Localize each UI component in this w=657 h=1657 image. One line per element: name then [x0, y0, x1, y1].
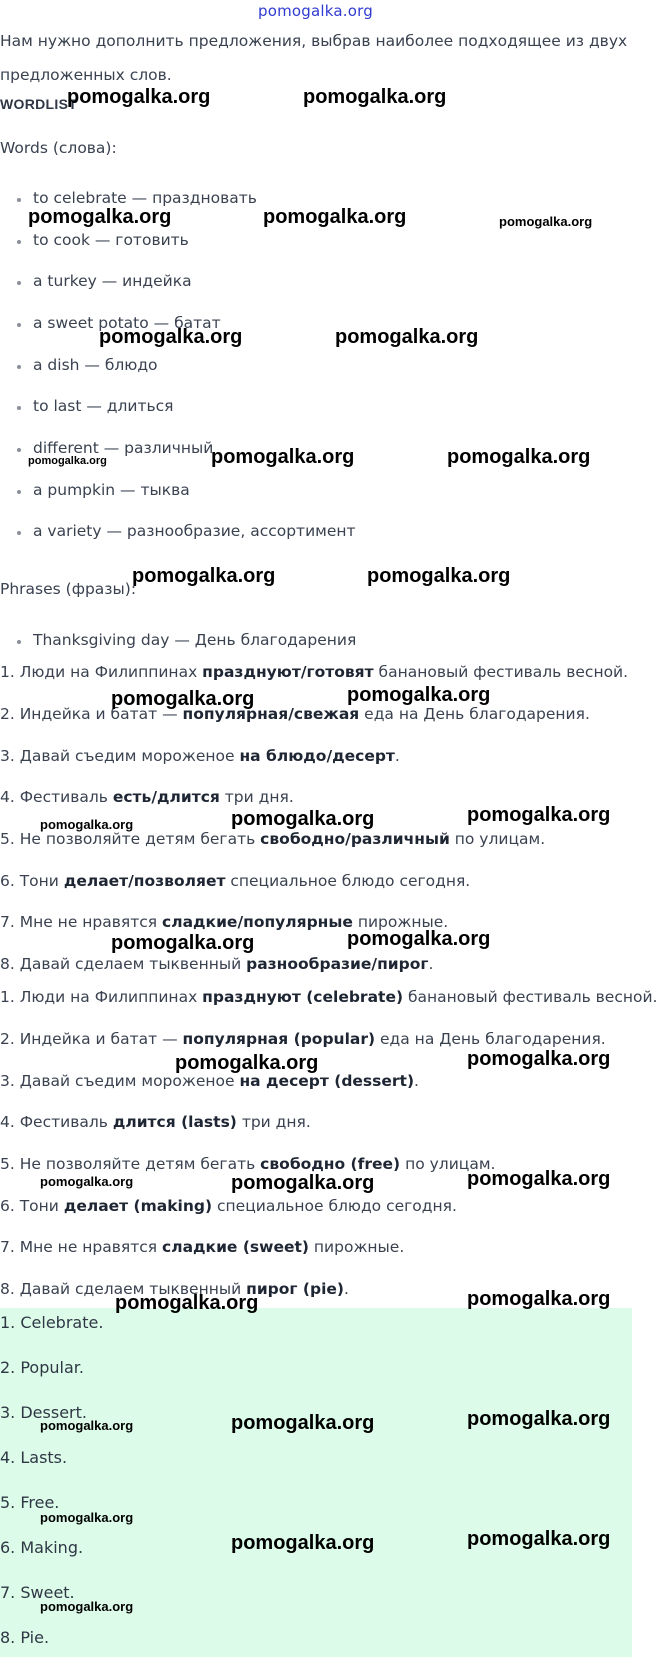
watermark: pomogalka.org: [40, 817, 134, 832]
watermark: pomogalka.org: [40, 1599, 134, 1614]
intro-line-1: Нам нужно дополнить предложения, выбрав наиболее подходящее из двух: [0, 32, 628, 50]
watermark: pomogalka.org: [67, 86, 211, 108]
watermark: pomogalka.org: [40, 1418, 134, 1433]
words-label: Words (слова):: [0, 139, 117, 157]
solved-sentence: 6. Тони делает (making) специальное блюдо сегодня.: [0, 1197, 457, 1215]
list-item: a dish — блюдо: [33, 356, 158, 374]
bullet-icon: [17, 198, 21, 202]
watermark: pomogalka.org: [467, 1288, 611, 1310]
answer-item: 3. Dessert.: [0, 1403, 87, 1422]
list-item: a sweet potato — батат: [33, 314, 221, 332]
answer-item: 2. Popular.: [0, 1358, 84, 1377]
task-sentence: 3. Давай съедим мороженое на блюдо/десерт.: [0, 747, 400, 765]
watermark: pomogalka.org: [231, 808, 375, 830]
solved-sentence: 3. Давай съедим мороженое на десерт (dessert).: [0, 1072, 419, 1090]
task-sentence: 6. Тони делает/позволяет специальное блюдо сегодня.: [0, 872, 471, 890]
watermark: pomogalka.org: [467, 804, 611, 826]
watermark: pomogalka.org: [132, 565, 276, 587]
watermark: pomogalka.org: [40, 1174, 134, 1189]
watermark: pomogalka.org: [499, 214, 593, 229]
answer-item: 6. Making.: [0, 1538, 84, 1557]
answer-item: 1. Celebrate.: [0, 1313, 104, 1332]
watermark: pomogalka.org: [467, 1528, 611, 1550]
list-item: a variety — разнообразие, ассортимент: [33, 522, 356, 540]
bullet-icon: [17, 323, 21, 327]
solved-sentence: 7. Мне не нравятся сладкие (sweet) пирожные.: [0, 1238, 405, 1256]
task-sentence: 1. Люди на Филиппинах празднуют/готовят банановый фестиваль весной.: [0, 663, 629, 681]
list-item: a turkey — индейка: [33, 272, 192, 290]
answer-item: 5. Free.: [0, 1493, 60, 1512]
list-item: different — различный: [33, 439, 214, 457]
list-item: to last — длиться: [33, 397, 174, 415]
answer-item: 4. Lasts.: [0, 1448, 68, 1467]
watermark: pomogalka.org: [211, 446, 355, 468]
bullet-icon: [17, 531, 21, 535]
bullet-icon: [17, 406, 21, 410]
watermark: pomogalka.org: [99, 326, 243, 348]
watermark: pomogalka.org: [303, 86, 447, 108]
watermark: pomogalka.org: [28, 455, 107, 467]
watermark: pomogalka.org: [347, 684, 491, 706]
solved-sentence: 5. Не позволяйте детям бегать свободно (free) по улицам.: [0, 1155, 496, 1173]
bullet-icon: [17, 640, 21, 644]
watermark: pomogalka.org: [231, 1412, 375, 1434]
task-sentence: 2. Индейка и батат — популярная/свежая еда на День благодарения.: [0, 705, 590, 723]
task-sentence: 4. Фестиваль есть/длится три дня.: [0, 788, 294, 806]
bullet-icon: [17, 240, 21, 244]
intro-line-2: предложенных слов.: [0, 66, 172, 84]
bullet-icon: [17, 281, 21, 285]
watermark: pomogalka.org: [28, 206, 172, 228]
site-logo[interactable]: pomogalka.org: [258, 2, 373, 20]
watermark: pomogalka.org: [467, 1408, 611, 1430]
phrases-label: Phrases (фразы):: [0, 580, 137, 598]
watermark: pomogalka.org: [111, 688, 255, 710]
task-sentence: 5. Не позволяйте детям бегать свободно/различный по улицам.: [0, 830, 546, 848]
list-item: to cook — готовить: [33, 231, 189, 249]
answer-item: 7. Sweet.: [0, 1583, 75, 1602]
phrase-item: Thanksgiving day — День благодарения: [33, 631, 357, 649]
watermark: pomogalka.org: [467, 1048, 611, 1070]
bullet-icon: [17, 448, 21, 452]
solved-sentence: 1. Люди на Филиппинах празднуют (celebrate) банановый фестиваль весной.: [0, 988, 657, 1006]
wordlist-title: WORDLIST: [0, 96, 78, 112]
watermark: pomogalka.org: [115, 1292, 259, 1314]
solved-sentence: 8. Давай сделаем тыквенный пирог (pie).: [0, 1280, 349, 1298]
task-sentence: 7. Мне не нравятся сладкие/популярные пирожные.: [0, 913, 449, 931]
task-sentence: 8. Давай сделаем тыквенный разнообразие/пирог.: [0, 955, 434, 973]
watermark: pomogalka.org: [231, 1172, 375, 1194]
watermark: pomogalka.org: [40, 1510, 134, 1525]
watermark: pomogalka.org: [335, 326, 479, 348]
list-item: a pumpkin — тыква: [33, 481, 190, 499]
watermark: pomogalka.org: [467, 1168, 611, 1190]
watermark: pomogalka.org: [111, 932, 255, 954]
watermark: pomogalka.org: [175, 1052, 319, 1074]
watermark: pomogalka.org: [447, 446, 591, 468]
watermark: pomogalka.org: [231, 1532, 375, 1554]
answer-item: 8. Pie.: [0, 1628, 50, 1647]
solved-sentence: 2. Индейка и батат — популярная (popular) еда на День благодарения.: [0, 1030, 606, 1048]
list-item: to celebrate — праздновать: [33, 189, 257, 207]
watermark: pomogalka.org: [347, 928, 491, 950]
solved-sentence: 4. Фестиваль длится (lasts) три дня.: [0, 1113, 311, 1131]
bullet-icon: [17, 490, 21, 494]
watermark: pomogalka.org: [367, 565, 511, 587]
watermark: pomogalka.org: [263, 206, 407, 228]
bullet-icon: [17, 365, 21, 369]
